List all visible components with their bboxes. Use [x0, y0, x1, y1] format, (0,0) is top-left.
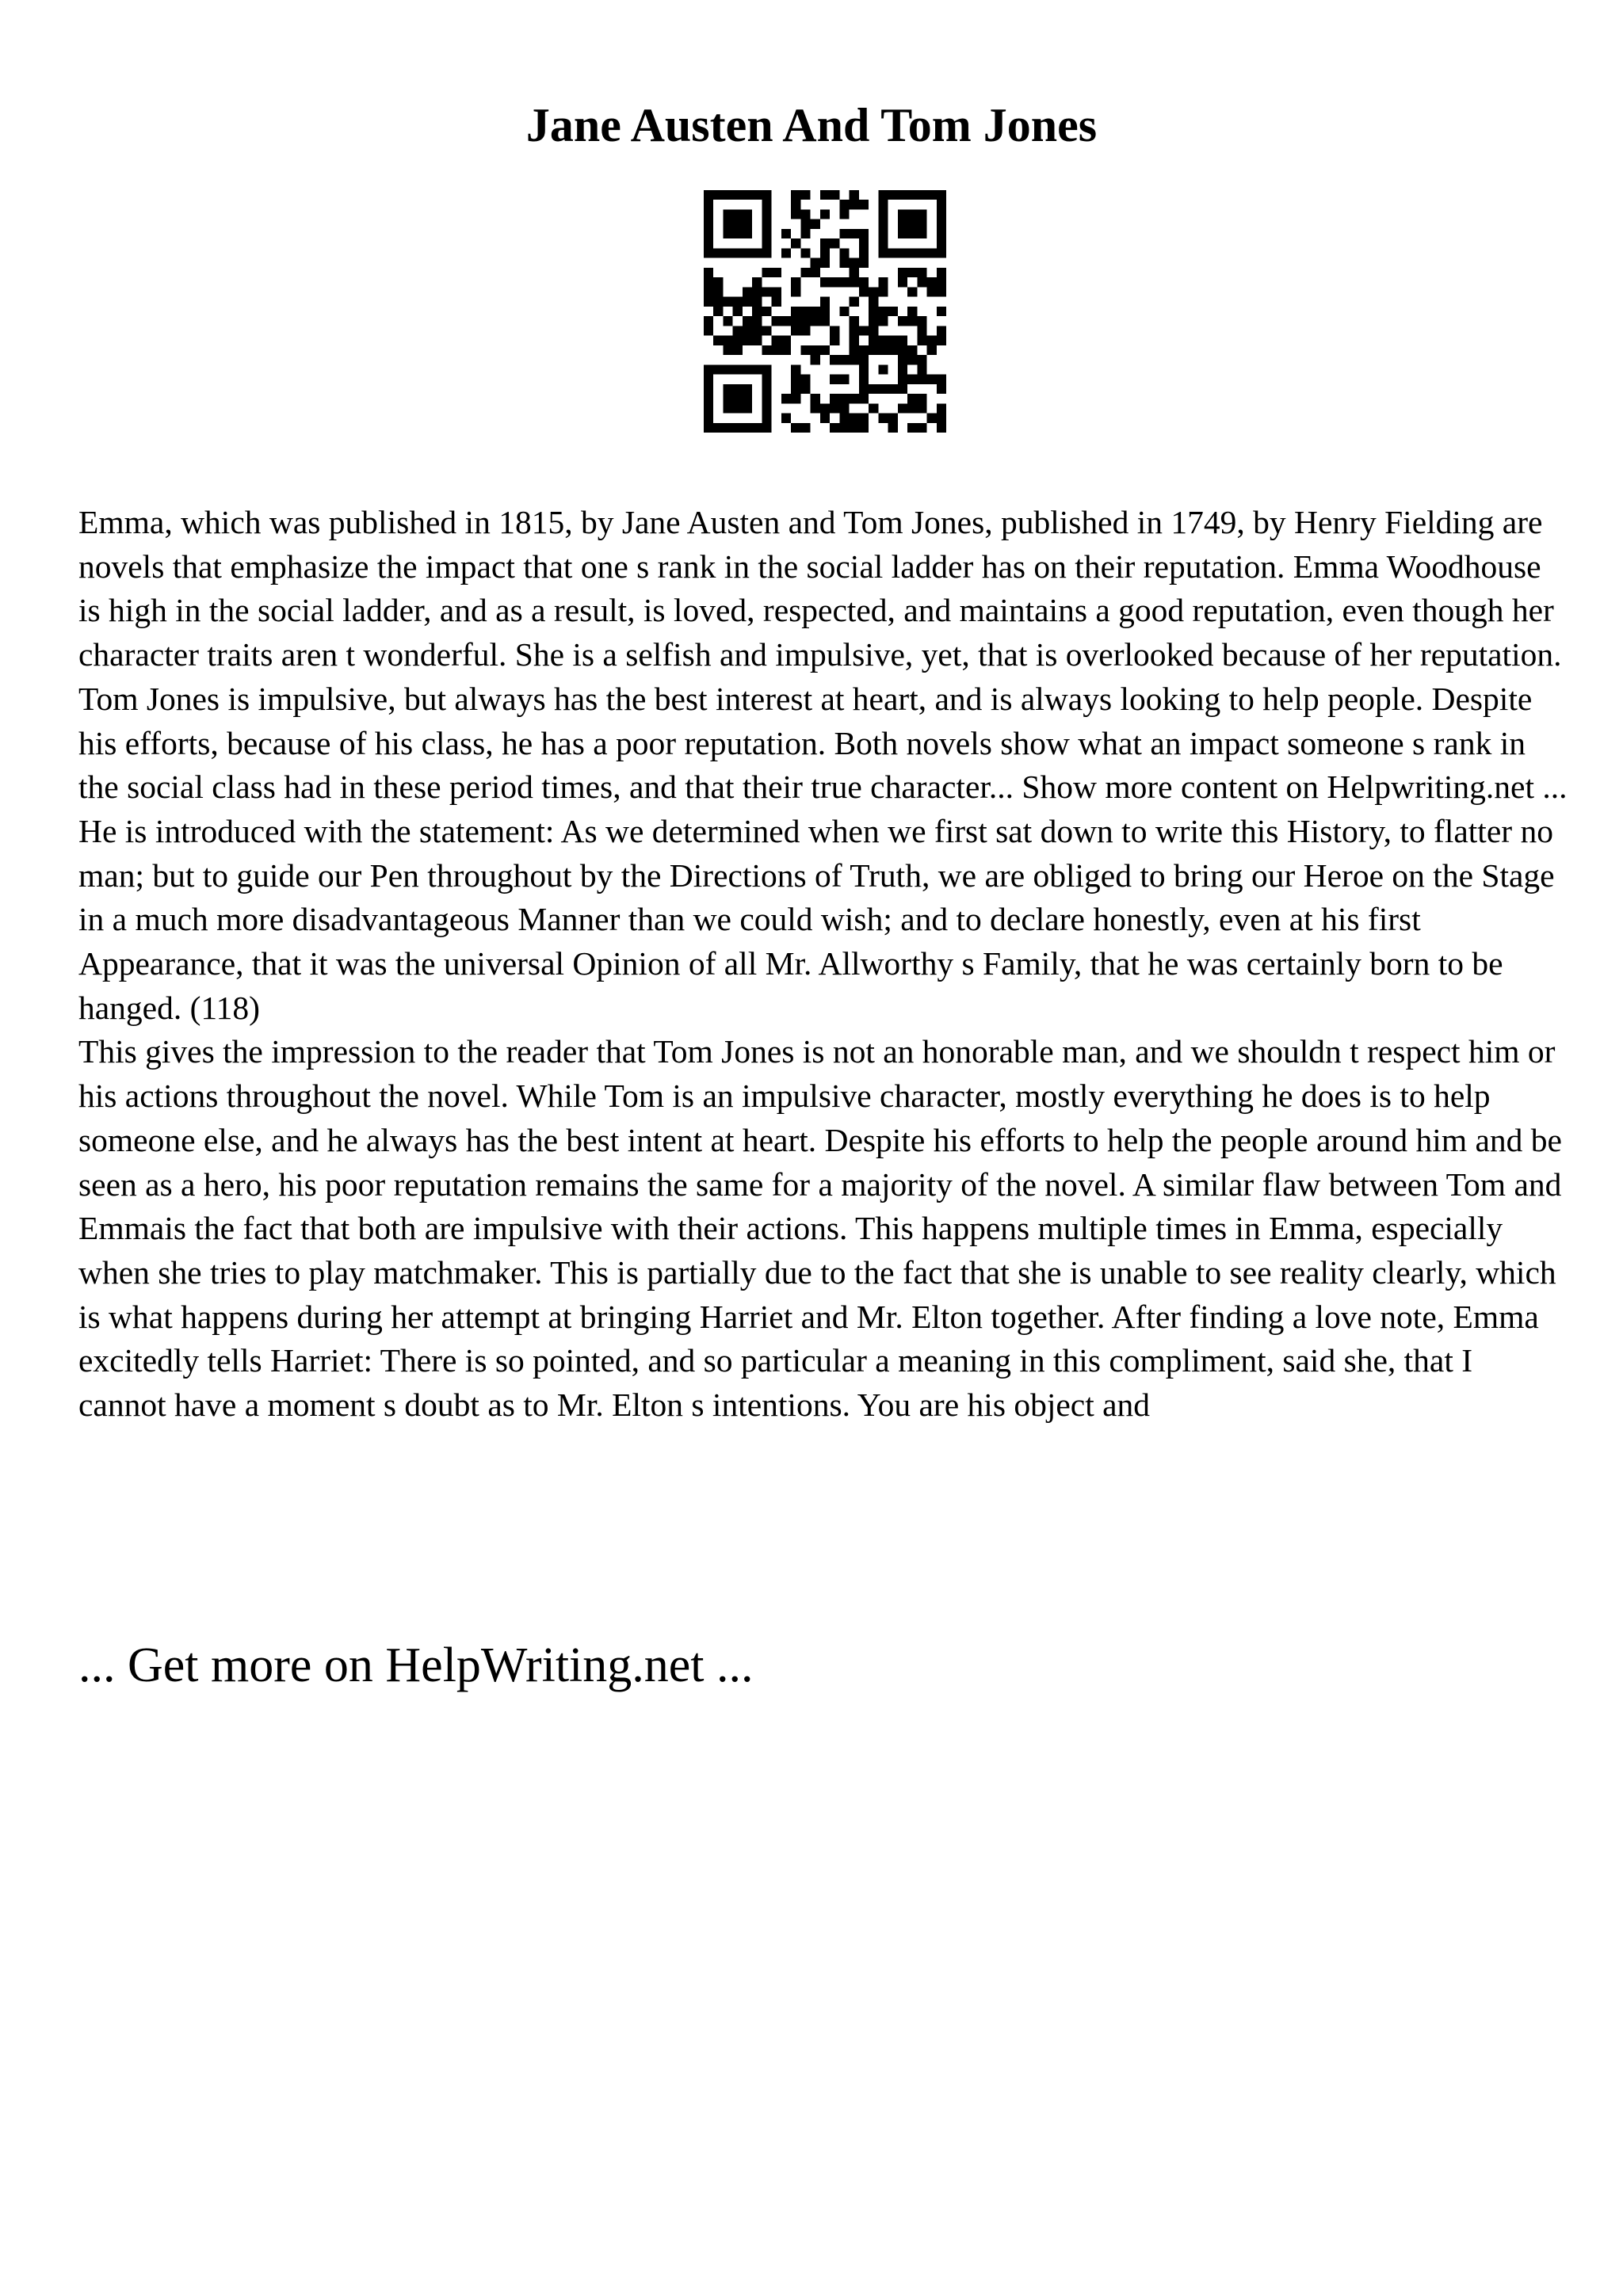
document-body — [78, 501, 1568, 1428]
document-title: Jane Austen And Tom Jones — [525, 99, 1098, 151]
get-more-link[interactable]: ... Get more on HelpWriting.net ... — [78, 1638, 754, 1692]
paragraph-2: He is introduced with the statement: As we determined when we first sat down to write this History, to flatter no man; but to guide our Pen throughout by the Directions of Truth, we are obliged to bring our Heroe on the Stage in a much more disadvantageous Manner than we could wish; and to declare honestly, even at his first Appearance, that it was the universal Opinion of all Mr. Allworthy s Family, that he was certainly born to be hanged. (118) — [78, 812, 1555, 1026]
qr-code-icon — [704, 190, 946, 433]
paragraph-3: This gives the impression to the reader that Tom Jones is not an honorable man, and we shouldn t respect him or his actions throughout the novel. While Tom is an impulsive character, mostly everything he does is to help someone else, and he always has the best intent at heart. Despite his efforts to help the people around him and be seen as a hero, his poor reputation remains the same for a majority of the novel. A similar flaw between Tom and Emmais the fact that both are impulsive with their actions. This happens multiple times in Emma, especially when she tries to play matchmaker. This is partially due to the fact that she is unable to see reality clearly, which is what happens during her attempt at bringing Harriet and Mr. Elton together. After finding a love note, Emma excitedly tells Harriet: There is so pointed, and so particular a meaning in this compliment, said she, that I cannot have a moment s doubt as to Mr. Elton s intentions. You are his object and — [78, 1033, 1562, 1424]
paragraph-1: Emma, which was published in 1815, by Jane Austen and Tom Jones, published in 1749, by Henry Fielding are novels that emphasize the impact that one s rank in the social ladder has on their reputation. Emma Woodhouse is high in the social ladder, and as a result, is loved, respected, and maintains a good reputation, even though her character traits aren t wonderful. She is a selfish and impulsive, yet, that is overlooked because of her reputation. Tom Jones is impulsive, but always has the best interest at heart, and is always looking to help people. Despite his efforts, because of his class, he has a poor reputation. Both novels show what an impact someone s rank in the social class had in these period times, and that their true character... Show more content on Helpwriting.net ... — [78, 504, 1568, 806]
